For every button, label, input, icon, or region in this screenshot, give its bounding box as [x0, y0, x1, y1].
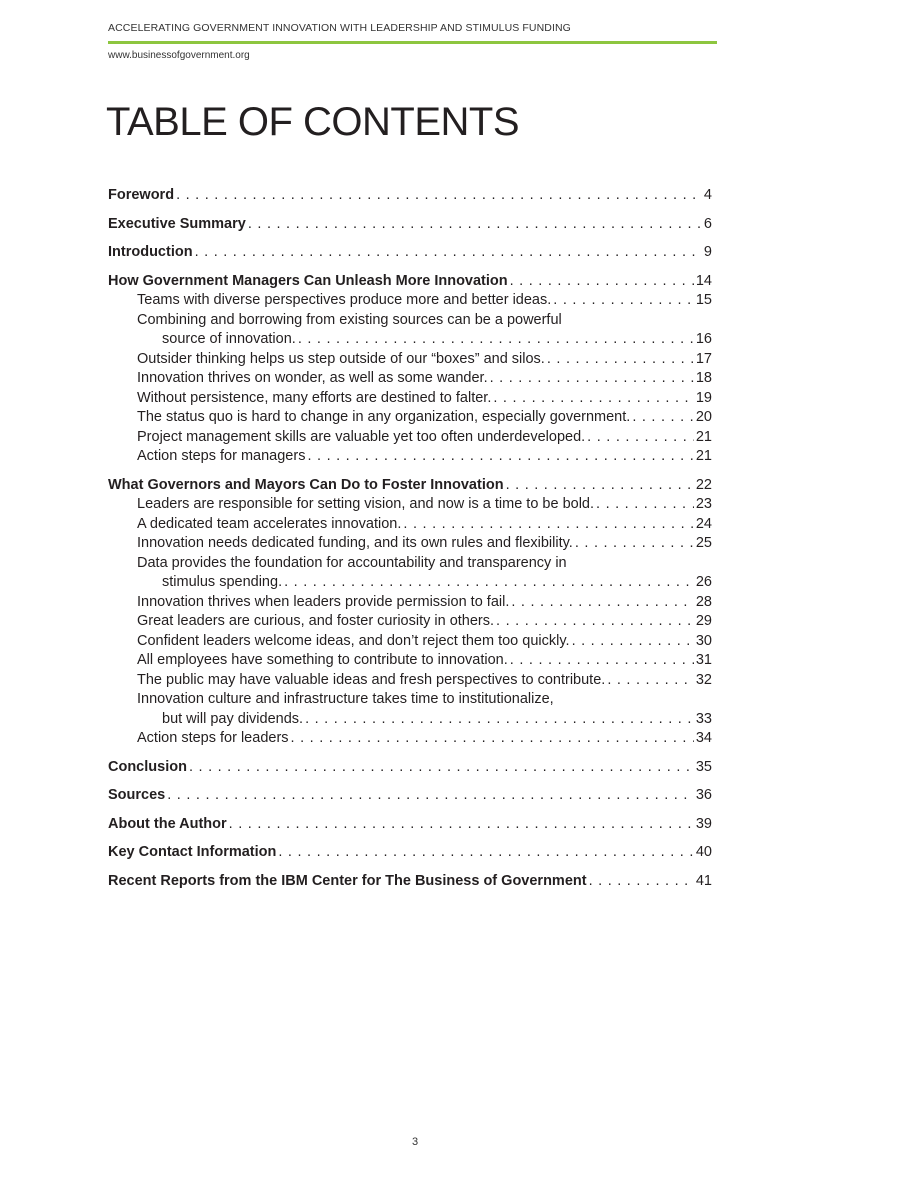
toc-subentry-page: 21	[695, 428, 712, 445]
dot-leader	[510, 651, 694, 671]
dot-leader	[510, 272, 694, 292]
toc-subentry-page: 23	[695, 496, 712, 512]
toc-subentry[interactable]	[108, 330, 712, 350]
dot-leader	[189, 758, 694, 778]
toc-subentry[interactable]	[108, 573, 712, 593]
toc-subentry-label-line1[interactable]: Combining and borrowing from existing sources can be a powerful	[137, 311, 562, 328]
dot-leader	[307, 447, 693, 467]
toc-subentry-label: Teams with diverse perspectives produce more and better ideas.	[137, 292, 552, 308]
dot-leader	[248, 215, 702, 235]
toc-entry-label: Sources	[108, 787, 166, 803]
toc-entry-page: 6	[703, 215, 712, 232]
toc-entry-label: About the Author	[108, 815, 227, 832]
toc-entry-label: Foreword	[108, 187, 175, 203]
toc-entry-executive-summary[interactable]	[108, 215, 712, 235]
table-of-contents	[108, 186, 712, 891]
toc-subentry-page: 21	[695, 448, 712, 464]
running-header: ACCELERATING GOVERNMENT INNOVATION WITH LEADERSHIP AND STIMULUS FUNDING	[108, 22, 571, 34]
dot-leader	[589, 872, 694, 892]
toc-subentry[interactable]	[108, 515, 712, 535]
toc-subentry[interactable]	[108, 710, 712, 730]
website-url[interactable]: www.businessofgovernment.org	[108, 50, 250, 61]
toc-subentry-label: The public may have valuable ideas and fresh perspectives to contribute.	[137, 671, 606, 688]
toc-subentry-label: All employees have something to contribute to innovation.	[137, 652, 508, 668]
toc-subentry-page: 30	[695, 632, 712, 649]
dot-leader	[553, 291, 694, 311]
dot-leader	[490, 369, 694, 389]
toc-subentry-label: Action steps for managers	[137, 448, 306, 464]
toc-subentry-label-line2: but will pay dividends.	[162, 710, 304, 727]
toc-subentry-page: 31	[695, 652, 712, 668]
toc-entry-label: Key Contact Information	[108, 844, 277, 860]
toc-entry-page: 35	[695, 758, 712, 775]
toc-subentry[interactable]	[108, 350, 712, 370]
dot-leader	[298, 330, 694, 350]
page-number: 3	[411, 1136, 419, 1148]
toc-subentry-label-line1[interactable]: Innovation culture and infrastructure takes time to institutionalize,	[137, 691, 554, 707]
toc-subentry[interactable]	[108, 389, 712, 409]
header-rule	[108, 41, 717, 44]
toc-subentry-label: Innovation thrives on wonder, as well as some wander.	[137, 370, 488, 386]
dot-leader	[284, 573, 694, 593]
toc-entry-page: 41	[695, 872, 712, 889]
toc-subentry[interactable]	[108, 291, 712, 311]
toc-entry-label: Executive Summary	[108, 215, 246, 232]
page-title: TABLE OF CONTENTS	[106, 100, 520, 144]
toc-subentry[interactable]	[108, 729, 712, 749]
toc-entry-label: Conclusion	[108, 758, 187, 775]
dot-leader	[572, 632, 694, 652]
toc-subentry[interactable]	[108, 447, 712, 467]
toc-subentry-label-line1[interactable]: Data provides the foundation for accountability and transparency in	[137, 554, 567, 571]
toc-subentry-label: Outsider thinking helps us step outside of our “boxes” and silos.	[137, 350, 545, 367]
toc-entry-governors[interactable]	[108, 476, 712, 496]
toc-subentry-page: 28	[695, 593, 712, 610]
toc-subentry-page: 33	[695, 710, 712, 727]
toc-entry-recent-reports[interactable]	[108, 872, 712, 892]
toc-subentry[interactable]	[108, 651, 712, 671]
dot-leader	[176, 186, 702, 206]
toc-subentry-label: Great leaders are curious, and foster curiosity in others.	[137, 613, 495, 629]
toc-entry-label: Recent Reports from the IBM Center for The Business of Government	[108, 872, 587, 889]
toc-entry-sources[interactable]	[108, 786, 712, 806]
toc-subentry-label: Innovation needs dedicated funding, and its own rules and flexibility.	[137, 535, 573, 551]
toc-subentry[interactable]	[108, 534, 712, 554]
toc-subentry[interactable]	[108, 408, 712, 428]
dot-leader	[291, 729, 694, 749]
dot-leader	[511, 593, 693, 613]
dot-leader	[167, 786, 694, 806]
toc-subentry[interactable]	[108, 612, 712, 632]
toc-subentry-page: 16	[695, 331, 712, 347]
toc-subentry-page: 25	[695, 535, 712, 551]
toc-subentry-page: 29	[695, 613, 712, 629]
dot-leader	[506, 476, 694, 496]
toc-subentry-label: Innovation thrives when leaders provide permission to fail.	[137, 593, 510, 610]
dot-leader	[632, 408, 694, 428]
toc-entry-page: 39	[695, 815, 712, 832]
toc-subentry-label: The status quo is hard to change in any organization, especially government.	[137, 409, 631, 425]
toc-entry-key-contact[interactable]	[108, 843, 712, 863]
toc-subentry-page: 17	[695, 350, 712, 367]
toc-entry-label: Introduction	[108, 244, 193, 260]
dot-leader	[547, 350, 694, 370]
dot-leader	[493, 389, 694, 409]
toc-subentry-page: 34	[695, 730, 712, 746]
dot-leader	[305, 710, 694, 730]
dot-leader	[403, 515, 693, 535]
toc-subentry-label: Leaders are responsible for setting vision, and now is a time to be bold.	[137, 496, 595, 512]
dot-leader	[229, 815, 694, 835]
toc-entry-page: 9	[703, 244, 712, 260]
toc-subentry-page: 19	[695, 389, 712, 406]
toc-entry-page: 14	[695, 272, 712, 289]
dot-leader	[587, 428, 694, 448]
dot-leader	[496, 612, 694, 632]
toc-subentry-page: 24	[695, 515, 712, 532]
toc-subentry[interactable]	[108, 632, 712, 652]
toc-entry-label: What Governors and Mayors Can Do to Foster Innovation	[108, 476, 504, 493]
toc-subentry-label-line2: source of innovation.	[162, 331, 296, 347]
toc-subentry-label-line2: stimulus spending.	[162, 574, 283, 590]
dot-leader	[575, 534, 694, 554]
toc-entry-page: 40	[695, 844, 712, 860]
dot-leader	[607, 671, 694, 691]
toc-entry-managers[interactable]	[108, 272, 712, 292]
toc-entry-foreword[interactable]	[108, 186, 712, 206]
toc-entry-label: How Government Managers Can Unleash More Innovation	[108, 272, 508, 289]
toc-entry-page: 4	[703, 187, 712, 203]
dot-leader	[195, 243, 702, 263]
toc-subentry-page: 26	[695, 574, 712, 590]
toc-entry-page: 22	[695, 476, 712, 493]
toc-subentry-page: 18	[695, 370, 712, 386]
toc-subentry-label: Without persistence, many efforts are destined to falter.	[137, 389, 492, 406]
toc-subentry[interactable]	[108, 593, 712, 613]
toc-subentry-label: Confident leaders welcome ideas, and don’t reject them too quickly.	[137, 632, 570, 649]
toc-entry-page: 36	[695, 787, 712, 803]
toc-entry-about-author[interactable]	[108, 815, 712, 835]
toc-subentry-label: Project management skills are valuable yet too often underdeveloped.	[137, 428, 586, 445]
toc-subentry-page: 20	[695, 409, 712, 425]
toc-subentry-label: A dedicated team accelerates innovation.	[137, 515, 402, 532]
toc-subentry-label: Action steps for leaders	[137, 730, 289, 746]
toc-subentry[interactable]	[108, 369, 712, 389]
dot-leader	[278, 843, 693, 863]
toc-subentry[interactable]	[108, 428, 712, 448]
toc-subentry[interactable]	[108, 671, 712, 691]
toc-entry-introduction[interactable]	[108, 243, 712, 263]
toc-subentry[interactable]	[108, 495, 712, 515]
toc-subentry-page: 32	[695, 671, 712, 688]
dot-leader	[596, 495, 694, 515]
toc-entry-conclusion[interactable]	[108, 758, 712, 778]
toc-subentry-page: 15	[695, 292, 712, 308]
